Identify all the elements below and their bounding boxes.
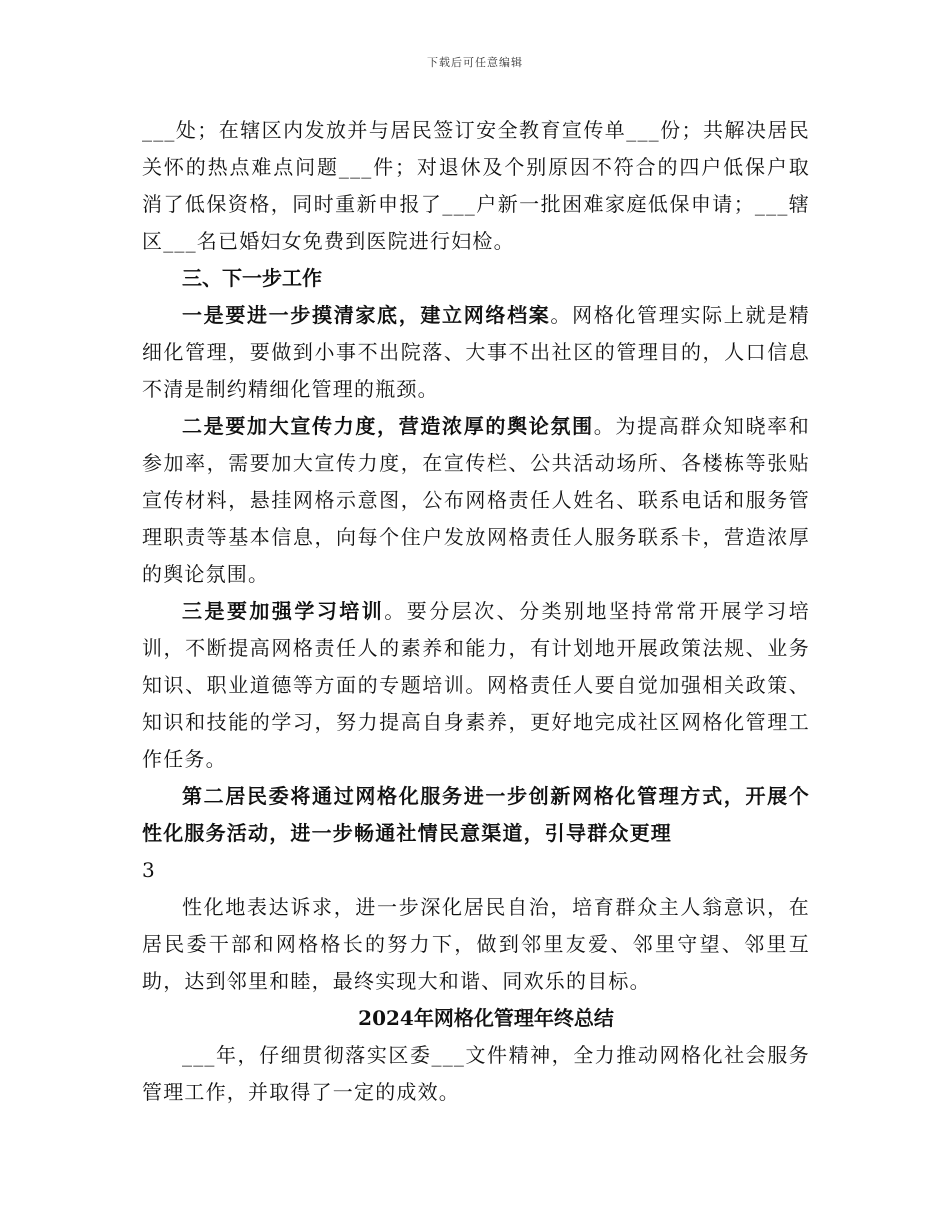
document-title: 2024年网格化管理年终总结 <box>358 1006 614 1030</box>
page-header: 下载后可任意编辑 <box>427 56 523 69</box>
document-body <box>142 112 810 1111</box>
item-3-body: 。要分层次、分类别地坚持常常开展学习培训，不断提高网格责任人的素养和能力，有计划地开展政策法规、业务知识、职业道德等方面的专题培训。网格责任人要自觉加强相关政策、知识和技能的学习，努力提高自身素养，更好地完成社区网格化管理工作任务。 <box>142 599 810 771</box>
section-heading-next-steps: 三、下一步工作 <box>182 266 322 290</box>
paragraph-stats: ___处；在辖区内发放并与居民签订安全教育宣传单___份；共解决居民关怀的热点难点问题___件；对退休及个别原因不符合的四户低保户取消了低保资格，同时重新申报了___户新一批困难家庭低保申请；___辖区___名已婚妇女免费到医院进行妇检。 <box>142 118 810 253</box>
item-2-lead: 二是要加大宣传力度，营造浓厚的舆论氛围 <box>182 414 594 438</box>
paragraph-intro: ___年，仔细贯彻落实区委___文件精神，全力推动网格化社会服务管理工作，并取得了一定的成效。 <box>142 1043 810 1104</box>
paragraph-item-3 <box>142 593 810 778</box>
page-number: 3 <box>142 858 155 882</box>
paragraph-item-1 <box>142 297 810 408</box>
item-1-lead: 一是要进一步摸清家底，建立网络档案 <box>182 303 551 327</box>
closing-continuation: 性化地表达诉求，进一步深化居民自治，培育群众主人翁意识，在居民委干部和网格格长的努力下，做到邻里友爱、邻里守望、邻里互助，达到邻里和睦，最终实现大和谐、同欢乐的目标。 <box>142 895 810 993</box>
item-1-body: 。网格化管理实际上就是精细化管理，要做到小事不出院落、大事不出社区的管理目的，人口信息不清是制约精细化管理的瓶颈。 <box>142 303 811 401</box>
item-2-body: 。为提高群众知晓率和参加率，需要加大宣传力度，在宣传栏、公共活动场所、各楼栋等张贴宣传材料，悬挂网格示意图，公布网格责任人姓名、联系电话和服务管理职责等基本信息，向每个住户发放网格责任人服务联系卡，营造浓厚的舆论氛围。 <box>142 414 810 586</box>
closing-bold-paragraph: 第二居民委将通过网格化服务进一步创新网格化管理方式，开展个性化服务活动，进一步畅通社情民意渠道，引导群众更理 <box>142 784 810 845</box>
paragraph-item-2 <box>142 408 810 593</box>
item-3-lead: 三是要加强学习培训 <box>182 599 385 623</box>
